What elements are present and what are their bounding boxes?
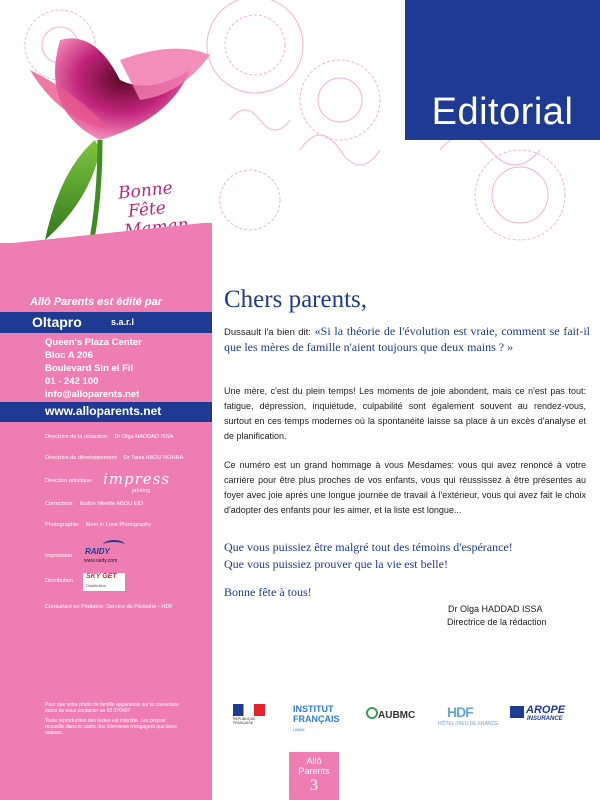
credit-editor <box>45 434 173 440</box>
credit-role: Consultant en Pédiatrie: Service de Pédiatrie - HDF <box>45 604 173 610</box>
credit-role: Impression <box>45 553 73 559</box>
signature-name: Dr Olga HADDAD ISSA <box>448 604 543 614</box>
website-link[interactable]: www.alloparents.net <box>45 404 162 418</box>
credit-person: Dr Olga HADDAD ISSA <box>114 434 174 440</box>
institut-line-2: FRANÇAIS <box>293 714 340 724</box>
credit-role: Direction artistique: <box>45 478 93 484</box>
address-line: Bloc A 206 <box>45 350 93 361</box>
republique-francaise-logo <box>233 704 265 728</box>
french-flag-icon <box>233 704 265 716</box>
raidy-url: www.raidy.com <box>84 558 118 564</box>
caption-line-1: Bonne <box>117 178 174 204</box>
arope-emblem-icon <box>510 706 524 718</box>
credit-role: Photographie: <box>45 522 80 528</box>
credit-proofreader <box>45 501 143 507</box>
legal-photo-note: Pour que votre photo de famille apparaisse sur la couverture merci de nous contacter au 03 370407 <box>45 702 179 714</box>
credit-art-direction <box>45 478 99 484</box>
article-wish-2: Que vous puissiez prouver que la vie est belle! <box>224 557 448 571</box>
company-suffix: s.a.r.l <box>111 317 135 327</box>
article-paragraph-1: Une mère, c'est du plein temps! Les moments de joie abondent, mais ce n'est pas tout: fatigue, dépression, inquiétude, culpabilité sont également souvent au rendez-vous, surtout en ces temps modernes où la spontanéité laisse sa place à un excès d'analyse et de planification. <box>224 386 586 441</box>
institut-francais-logo <box>293 704 340 724</box>
magazine-name-line-1: Allô <box>306 756 322 766</box>
impress-sub: printing <box>132 488 151 494</box>
page-number: 3 <box>310 777 318 794</box>
quote-attribution: Dussault l'a bien dit: <box>224 327 311 338</box>
page-number-badge <box>289 752 339 800</box>
credit-pediatrics <box>45 604 179 610</box>
email-link[interactable]: info@alloparents.net <box>45 389 140 400</box>
credit-person: Maître Mireille ABOU EID <box>79 501 144 507</box>
credit-role: Correctrice: <box>45 501 74 507</box>
aubmc-emblem-icon <box>366 707 378 719</box>
credit-person: Mom in Love Photography <box>85 522 152 528</box>
section-title: Editorial <box>431 91 574 133</box>
quote-text: «Si la théorie de l'évolution est vraie, comment se fait-il que les mères de famille n'aient toujours que deux mains ? » <box>224 324 590 354</box>
arope-sub: INSURANCE <box>527 716 563 722</box>
credit-distribution <box>45 578 79 584</box>
company-name: Oltapro <box>32 314 82 330</box>
sky-logo-sub: Distribution <box>86 583 107 588</box>
company-bar <box>0 312 212 333</box>
institut-line-1: INSTITUT <box>293 704 334 714</box>
sky-logo: SKY GET <box>86 573 117 580</box>
credit-development <box>45 455 183 461</box>
article-paragraph-2: Ce numéro est un grand hommage à vous Mesdames: vous qui avez renoncé à votre carrière pour être plus proches de vos enfants, vous qui réussissez à être présentes au foyer avec joie après une longue journée de travail à l'extérieur, vous qui avez fait le choix d'adopter des enfants pour les aimer, et la liste est longue... <box>224 460 586 515</box>
article-wish-1: Que vous puissiez être malgré tout des témoins d'espérance! <box>224 540 513 554</box>
credit-role: Directrice de la rédaction: <box>45 434 109 440</box>
hdf-logo: HDF <box>447 704 473 720</box>
edited-by-label: Allô Parents est édité par <box>30 296 163 308</box>
institut-sub: LIBAN <box>293 727 305 732</box>
company-address <box>45 336 142 401</box>
rf-label: RÉPUBLIQUE FRANÇAISE <box>233 717 256 725</box>
aubmc-logo: AUBMC <box>378 710 416 721</box>
article-closing: Bonne fête à tous! <box>224 585 312 599</box>
credit-printing <box>45 553 78 559</box>
article-quote <box>224 324 590 355</box>
editorial-header-block <box>405 0 600 140</box>
raidy-logo: RAIDY <box>85 547 110 556</box>
legal-reproduction-note: Toute reproduction des textes est interdite. Les propos recueillis dans le cadre des interviews n'engagent que leurs auteurs. <box>45 718 177 736</box>
credit-person: Dr Tania ABOU NOHRA <box>123 455 184 461</box>
caption-line-2: Fête <box>127 197 167 222</box>
impress-logo: impress <box>103 470 171 488</box>
credit-role: Distribution <box>45 578 73 584</box>
credit-photography <box>45 522 151 528</box>
phone-number: 01 - 242 100 <box>45 376 99 387</box>
signature-title: Directrice de la rédaction <box>447 617 547 627</box>
address-line: Queen's Plaza Center <box>45 337 142 348</box>
credit-role: Directrice du développement: <box>45 455 118 461</box>
arope-logo: AROPE <box>526 704 566 716</box>
address-line: Boulevard Sin el Fil <box>45 363 134 374</box>
hdf-sub: HÔTEL-DIEU DE FRANCE <box>438 721 499 727</box>
article-greeting: Chers parents, <box>224 286 368 313</box>
magazine-name-line-2: Parents <box>298 766 330 776</box>
